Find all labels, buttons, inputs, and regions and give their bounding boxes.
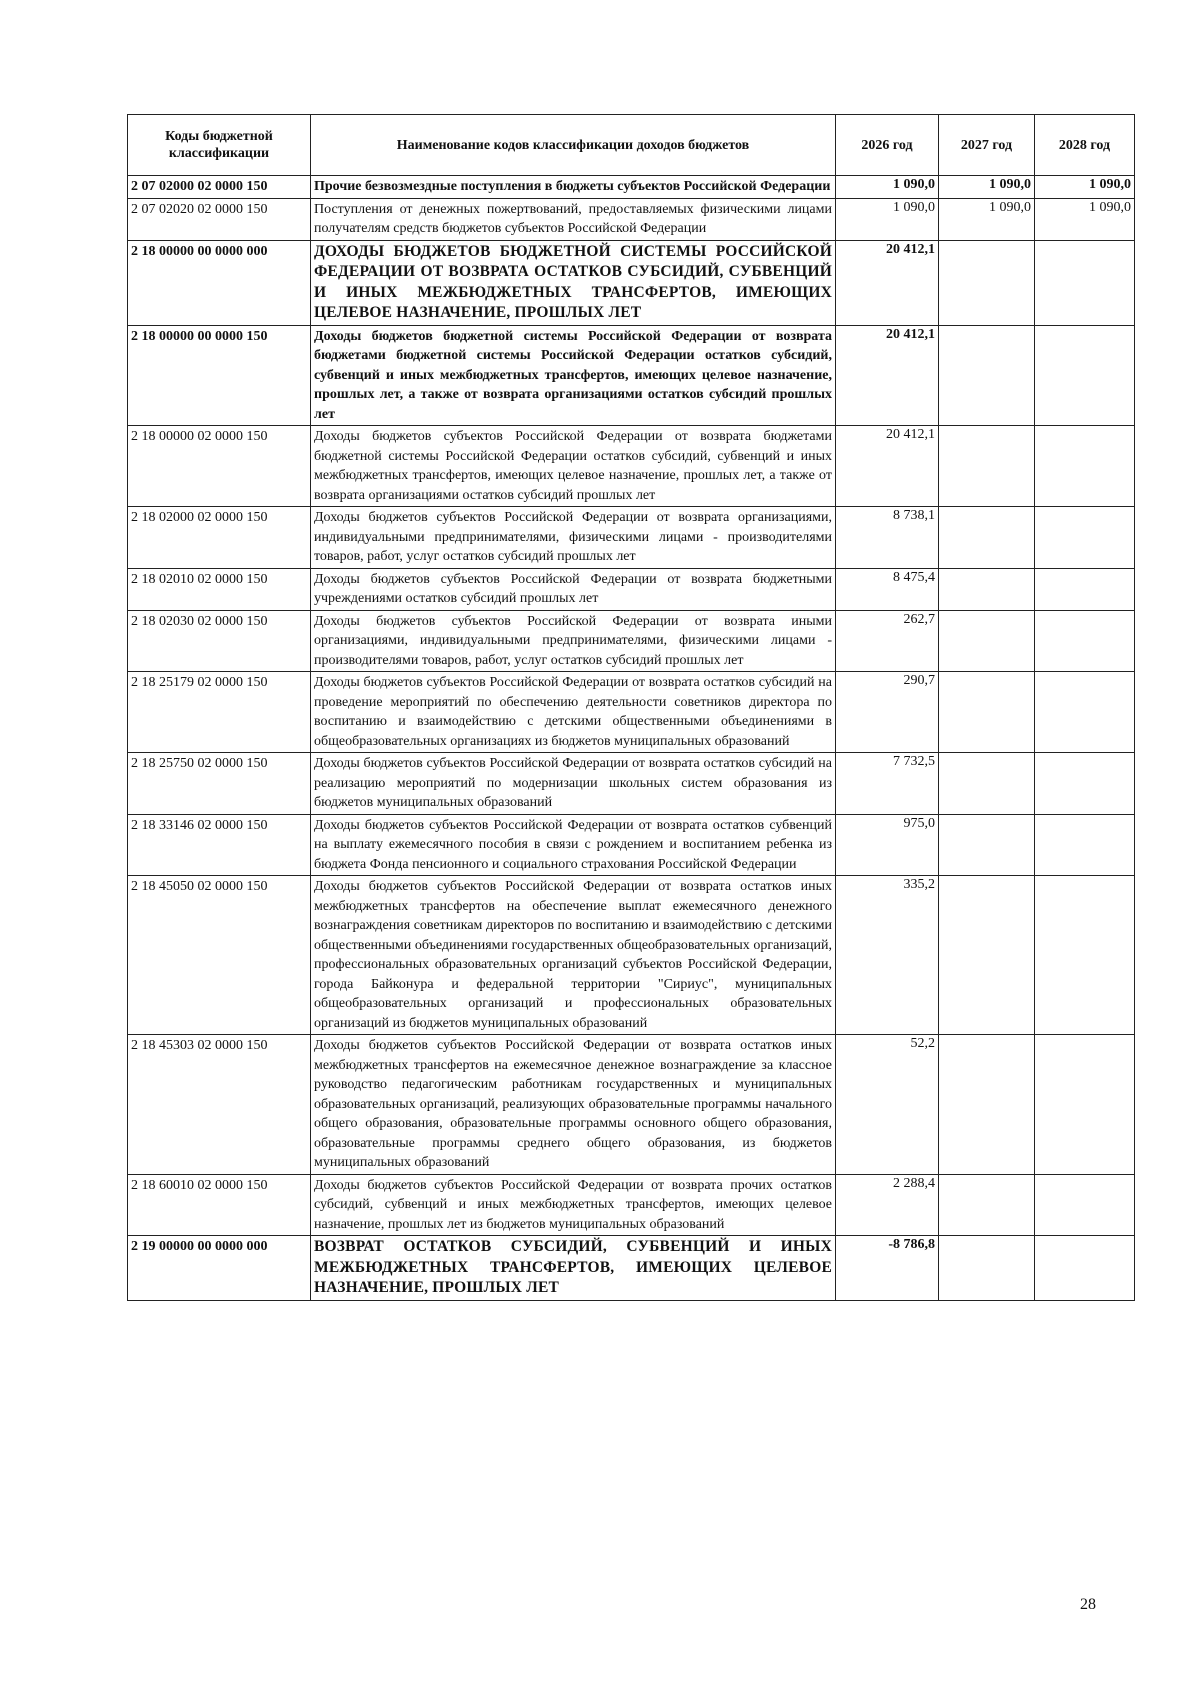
row-2027	[939, 814, 1035, 876]
header-2027: 2027 год	[939, 115, 1035, 176]
row-name: Доходы бюджетов субъектов Российской Федерации от возврата остатков иных межбюджетных трансфертов на обеспечение выплат ежемесячного денежного вознаграждения советникам директоров по воспитанию и взаимодействию с детскими общественными объединениями государственных общеобразовательных организаций, профессиональных образовательных организаций субъектов Российской Федерации, города Байконура и федеральной территории "Сириус", муниципальных общеобразовательных организаций и профессиональных образовательных организаций из бюджетов муниципальных образований	[311, 876, 836, 1035]
row-name: Доходы бюджетов субъектов Российской Федерации от возврата остатков субсидий на проведение мероприятий по обеспечению деятельности советников директора по воспитанию и взаимодействию с детскими общественными объединениями в общеобразовательных организациях из бюджетов муниципальных образований	[311, 672, 836, 753]
row-name: Доходы бюджетов субъектов Российской Федерации от возврата остатков субсидий на реализацию мероприятий по модернизации школьных систем образования из бюджетов муниципальных образований	[311, 753, 836, 815]
row-2027	[939, 1236, 1035, 1301]
row-2026: 290,7	[836, 672, 939, 753]
row-code: 2 18 25179 02 0000 150	[128, 672, 311, 753]
row-2026: 52,2	[836, 1035, 939, 1175]
row-2027	[939, 876, 1035, 1035]
row-code: 2 18 00000 02 0000 150	[128, 426, 311, 507]
table-row	[128, 240, 1135, 325]
row-code: 2 18 33146 02 0000 150	[128, 814, 311, 876]
row-code: 2 18 60010 02 0000 150	[128, 1174, 311, 1236]
table-row	[128, 426, 1135, 507]
row-code: 2 19 00000 00 0000 000	[128, 1236, 311, 1301]
row-2026: 1 090,0	[836, 176, 939, 199]
row-2027	[939, 672, 1035, 753]
row-name: Поступления от денежных пожертвований, предоставляемых физическими лицами получателям средств бюджетов субъектов Российской Федерации	[311, 198, 836, 240]
table-row	[128, 753, 1135, 815]
header-2028: 2028 год	[1035, 115, 1135, 176]
row-name: ВОЗВРАТ ОСТАТКОВ СУБСИДИЙ, СУБВЕНЦИЙ И ИНЫХ МЕЖБЮДЖЕТНЫХ ТРАНСФЕРТОВ, ИМЕЮЩИХ ЦЕЛЕВОЕ НАЗНАЧЕНИЕ, ПРОШЛЫХ ЛЕТ	[311, 1236, 836, 1301]
row-name: Доходы бюджетов субъектов Российской Федерации от возврата иными организациями, индивидуальными предпринимателями, физическими лицами - производителями товаров, работ, услуг остатков субсидий прошлых лет	[311, 610, 836, 672]
row-name: Доходы бюджетов субъектов Российской Федерации от возврата бюджетными учреждениями остатков субсидий прошлых лет	[311, 568, 836, 610]
header-name: Наименование кодов классификации доходов бюджетов	[311, 115, 836, 176]
row-2028	[1035, 1236, 1135, 1301]
row-2028	[1035, 876, 1135, 1035]
row-2026: -8 786,8	[836, 1236, 939, 1301]
row-name: ДОХОДЫ БЮДЖЕТОВ БЮДЖЕТНОЙ СИСТЕМЫ РОССИЙСКОЙ ФЕДЕРАЦИИ ОТ ВОЗВРАТА ОСТАТКОВ СУБСИДИЙ, СУБВЕНЦИЙ И ИНЫХ МЕЖБЮДЖЕТНЫХ ТРАНСФЕРТОВ, ИМЕЮЩИХ ЦЕЛЕВОЕ НАЗНАЧЕНИЕ, ПРОШЛЫХ ЛЕТ	[311, 240, 836, 325]
row-2026: 335,2	[836, 876, 939, 1035]
row-2027: 1 090,0	[939, 198, 1035, 240]
row-2027	[939, 568, 1035, 610]
row-2027	[939, 1035, 1035, 1175]
row-2026: 20 412,1	[836, 325, 939, 426]
row-2026: 7 732,5	[836, 753, 939, 815]
row-name: Доходы бюджетов субъектов Российской Федерации от возврата остатков субвенций на выплату ежемесячного пособия в связи с рождением и воспитанием ребенка из бюджета Фонда пенсионного и социального страхования Российской Федерации	[311, 814, 836, 876]
table-row	[128, 814, 1135, 876]
row-2028	[1035, 507, 1135, 569]
row-2027	[939, 240, 1035, 325]
row-2027	[939, 753, 1035, 815]
row-name: Доходы бюджетов субъектов Российской Федерации от возврата остатков иных межбюджетных трансфертов на ежемесячное денежное вознаграждение за классное руководство педагогическим работникам государственных и муниципальных образовательных организаций, реализующих образовательные программы начального общего образования, образовательные программы основного общего образования, образовательные программы среднего общего образования, из бюджетов муниципальных образований	[311, 1035, 836, 1175]
row-2028	[1035, 1174, 1135, 1236]
row-2028	[1035, 814, 1135, 876]
row-2027	[939, 426, 1035, 507]
header-2026: 2026 год	[836, 115, 939, 176]
table-row	[128, 325, 1135, 426]
row-2027: 1 090,0	[939, 176, 1035, 199]
row-code: 2 18 45050 02 0000 150	[128, 876, 311, 1035]
row-2027	[939, 610, 1035, 672]
header-row	[128, 115, 1135, 176]
row-2028	[1035, 610, 1135, 672]
table-row	[128, 1035, 1135, 1175]
row-2028	[1035, 753, 1135, 815]
row-2026: 975,0	[836, 814, 939, 876]
row-code: 2 18 45303 02 0000 150	[128, 1035, 311, 1175]
table-row	[128, 198, 1135, 240]
row-2027	[939, 325, 1035, 426]
table-row	[128, 176, 1135, 199]
row-2026: 20 412,1	[836, 426, 939, 507]
row-name: Доходы бюджетов бюджетной системы Российской Федерации от возврата бюджетами бюджетной системы Российской Федерации остатков субсидий, субвенций и иных межбюджетных трансфертов, имеющих целевое назначение, прошлых лет, а также от возврата организациями остатков субсидий прошлых лет	[311, 325, 836, 426]
row-2027	[939, 1174, 1035, 1236]
row-code: 2 18 02030 02 0000 150	[128, 610, 311, 672]
table-row	[128, 1174, 1135, 1236]
row-2028	[1035, 325, 1135, 426]
table-row	[128, 568, 1135, 610]
row-2026: 8 475,4	[836, 568, 939, 610]
row-2026: 20 412,1	[836, 240, 939, 325]
row-2027	[939, 507, 1035, 569]
row-2028	[1035, 426, 1135, 507]
row-code: 2 18 25750 02 0000 150	[128, 753, 311, 815]
row-2026: 262,7	[836, 610, 939, 672]
row-code: 2 18 00000 00 0000 150	[128, 325, 311, 426]
row-code: 2 18 02000 02 0000 150	[128, 507, 311, 569]
row-code: 2 07 02020 02 0000 150	[128, 198, 311, 240]
table-row	[128, 610, 1135, 672]
row-2026: 8 738,1	[836, 507, 939, 569]
row-code: 2 07 02000 02 0000 150	[128, 176, 311, 199]
row-name: Прочие безвозмездные поступления в бюджеты субъектов Российской Федерации	[311, 176, 836, 199]
row-2028: 1 090,0	[1035, 198, 1135, 240]
page-number: 28	[1080, 1596, 1096, 1613]
table-row	[128, 507, 1135, 569]
table-row	[128, 672, 1135, 753]
row-2028	[1035, 1035, 1135, 1175]
row-2026: 1 090,0	[836, 198, 939, 240]
budget-revenue-table	[127, 114, 1135, 1301]
row-name: Доходы бюджетов субъектов Российской Федерации от возврата прочих остатков субсидий, субвенций и иных межбюджетных трансфертов, имеющих целевое назначение, прошлых лет из бюджетов муниципальных образований	[311, 1174, 836, 1236]
row-2028	[1035, 568, 1135, 610]
table-row	[128, 876, 1135, 1035]
header-code: Коды бюджетной классификации	[128, 115, 311, 176]
row-2028: 1 090,0	[1035, 176, 1135, 199]
row-name: Доходы бюджетов субъектов Российской Федерации от возврата организациями, индивидуальными предпринимателями, физическими лицами - производителями товаров, работ, услуг остатков субсидий прошлых лет	[311, 507, 836, 569]
row-2028	[1035, 240, 1135, 325]
table-row	[128, 1236, 1135, 1301]
row-name: Доходы бюджетов субъектов Российской Федерации от возврата бюджетами бюджетной системы Российской Федерации остатков субсидий, субвенций и иных межбюджетных трансфертов, имеющих целевое назначение, прошлых лет, а также от возврата организациями остатков субсидий прошлых лет	[311, 426, 836, 507]
row-code: 2 18 02010 02 0000 150	[128, 568, 311, 610]
row-2028	[1035, 672, 1135, 753]
row-code: 2 18 00000 00 0000 000	[128, 240, 311, 325]
row-2026: 2 288,4	[836, 1174, 939, 1236]
